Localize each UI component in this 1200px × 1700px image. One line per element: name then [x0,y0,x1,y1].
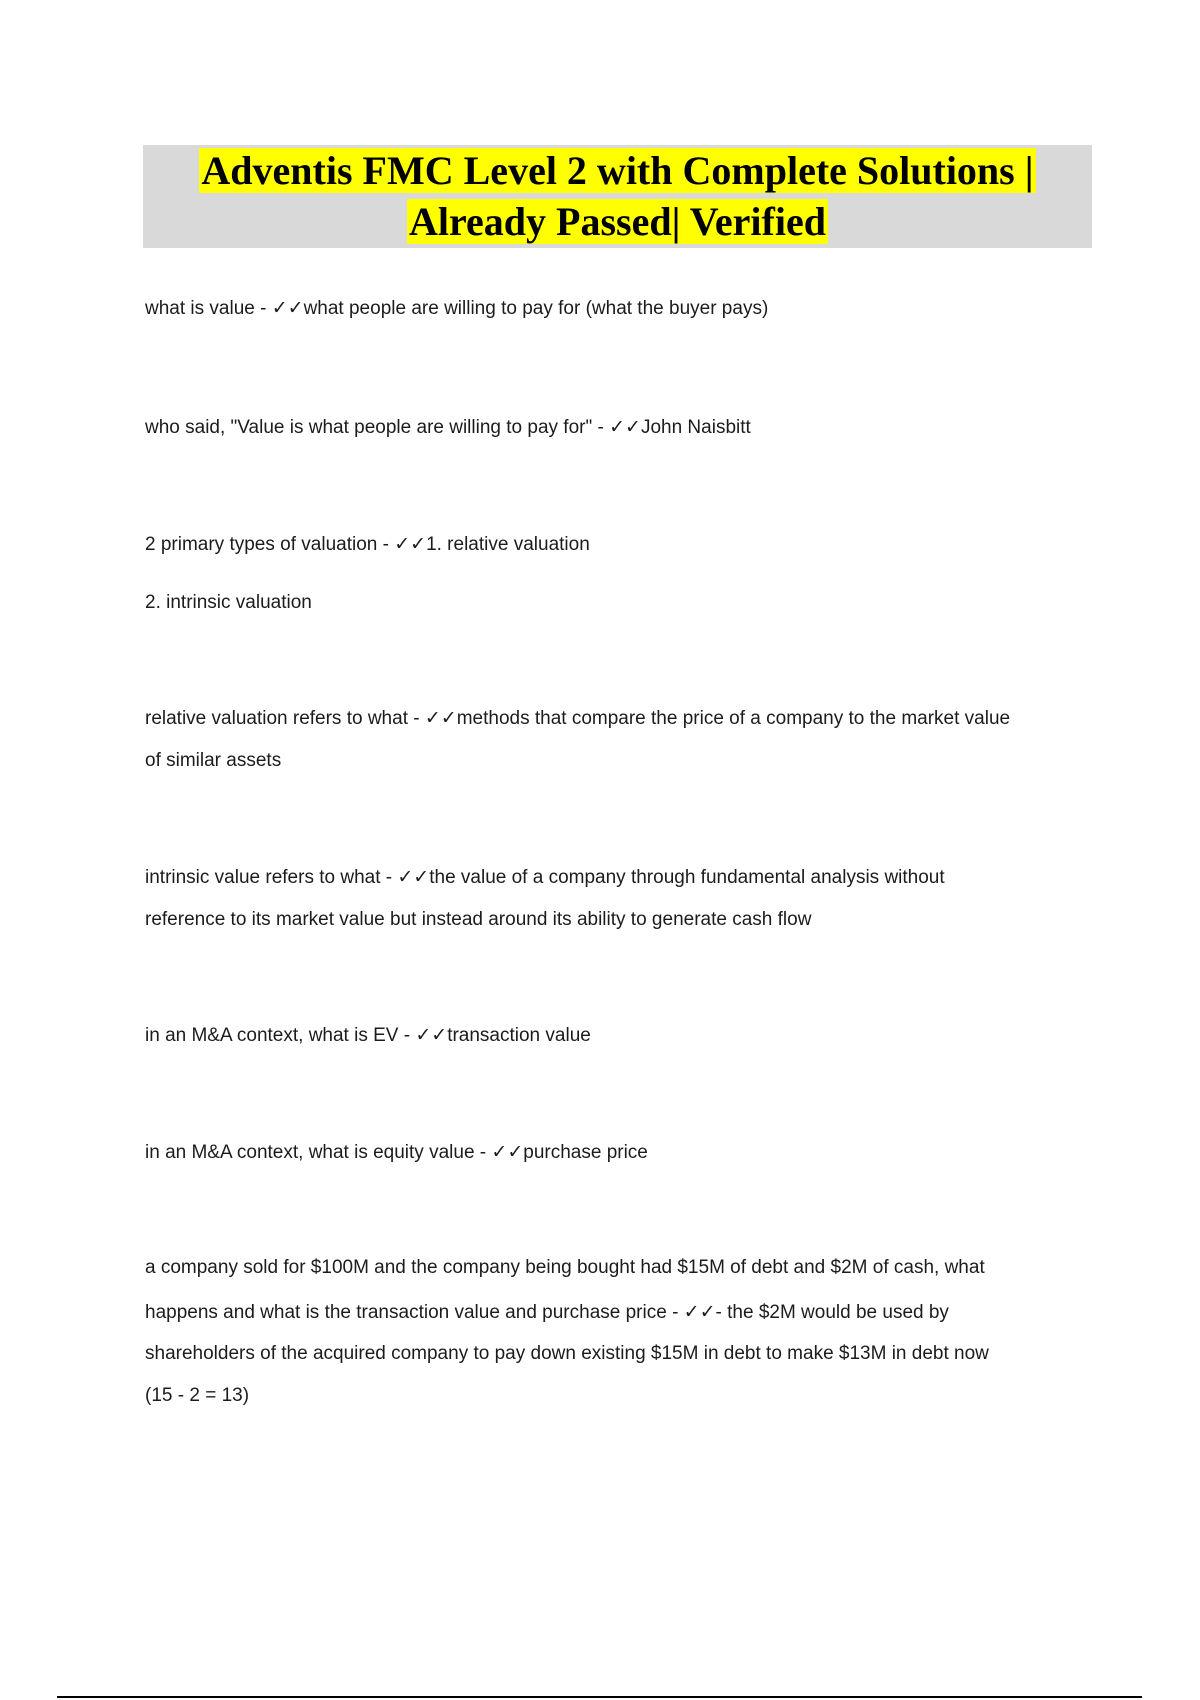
double-check-icon: ✓✓ [609,416,641,438]
document-title-line-2: Already Passed| Verified [409,199,826,244]
double-check-icon: ✓✓ [397,866,430,888]
double-check-icon: ✓✓ [424,707,457,729]
double-check-icon: ✓✓ [491,1141,524,1163]
qa-line: in an M&A context, what is equity value - ✓✓purchase price [145,1141,648,1163]
qa-line: relative valuation refers to what - ✓✓methods that compare the price of a company to the market value [145,707,1011,729]
qa-line: 2 primary types of valuation - ✓✓1. relative valuation [145,533,590,555]
qa-line: in an M&A context, what is EV - ✓✓transaction value [145,1024,591,1046]
qa-line: who said, "Value is what people are willing to pay for" - ✓✓John Naisbitt [145,416,751,438]
qa-line-continuation: of similar assets [145,750,282,771]
qa-line-continuation: shareholders of the acquired company to pay down existing $15M in debt to make $13M in debt now [145,1343,989,1364]
footer-divider [57,1696,1142,1698]
qa-line-continuation: reference to its market value but instead around its ability to generate cash flow [145,909,812,930]
qa-line: intrinsic value refers to what - ✓✓the value of a company through fundamental analysis without [145,866,945,888]
qa-line: a company sold for $100M and the company being bought had $15M of debt and $2M of cash, what [145,1257,985,1278]
qa-line: happens and what is the transaction value and purchase price - ✓✓- the $2M would be used by [145,1301,949,1323]
document-title-line-1: Adventis FMC Level 2 with Complete Solutions | [201,148,1034,193]
qa-line: what is value - ✓✓what people are willing to pay for (what the buyer pays) [145,297,769,319]
double-check-icon: ✓✓ [271,297,304,319]
qa-line-continuation: 2. intrinsic valuation [145,592,312,613]
qa-line-continuation: (15 - 2 = 13) [145,1385,250,1406]
double-check-icon: ✓✓ [415,1024,448,1046]
title-banner [143,145,1092,248]
double-check-icon: ✓✓ [394,533,427,555]
double-check-icon: ✓✓ [683,1301,716,1323]
